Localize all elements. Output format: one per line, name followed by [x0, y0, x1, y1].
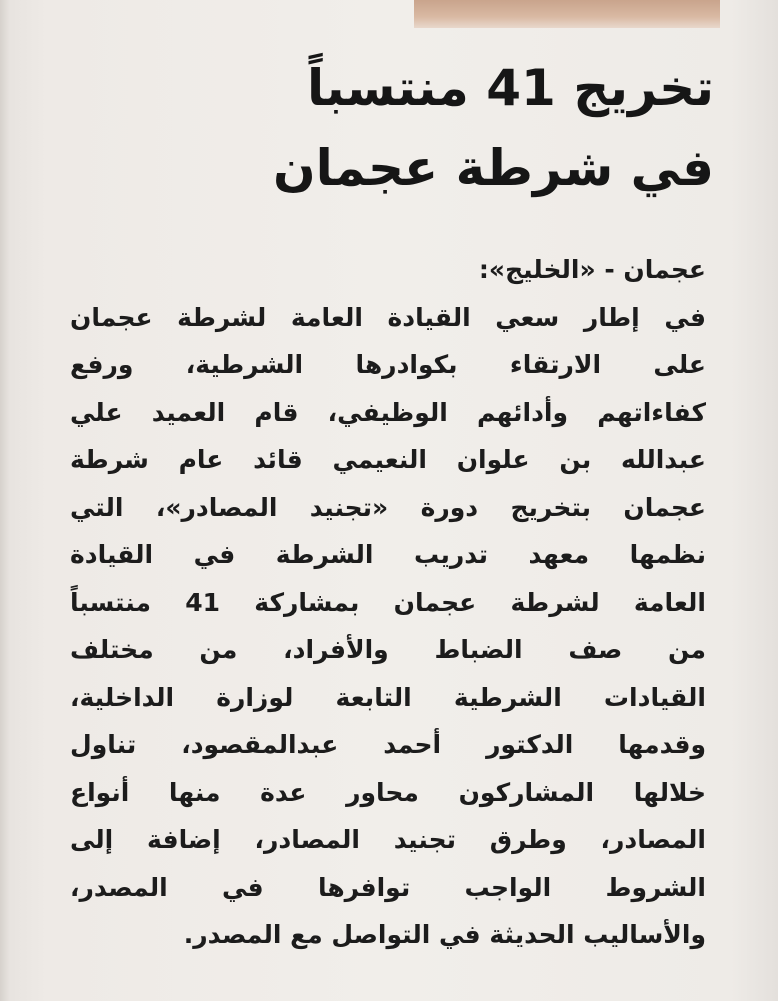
body-line: والأساليب الحديثة في التواصل مع المصدر.: [183, 920, 706, 949]
body-line: الشروط الواجب توافرها في المصدر،: [70, 872, 706, 902]
body-line: القيادات الشرطية التابعة لوزارة الداخلية،: [70, 682, 706, 712]
body-line: خلالها المشاركون محاور عدة منها أنواع: [70, 777, 706, 807]
body-line: المصادر، وطرق تجنيد المصادر، إضافة إلى: [70, 825, 706, 854]
headline-line-2: في شرطة عجمان: [273, 139, 714, 197]
body-line: في إطار سعي القيادة العامة لشرطة عجمان: [70, 302, 706, 332]
body-line: على الارتقاء بكوادرها الشرطية، ورفع: [70, 350, 706, 379]
body-line: عبدالله بن علوان النعيمي قائد عام شرطة: [70, 445, 706, 474]
article-body: [70, 246, 706, 959]
top-color-bar: [414, 0, 720, 28]
body-line: نظمها معهد تدريب الشرطة في القيادة: [70, 540, 706, 569]
body-line: كفاءاتهم وأدائهم الوظيفي، قام العميد علي: [70, 397, 706, 427]
body-line: من صف الضباط والأفراد، من مختلف: [70, 635, 706, 664]
body-line: العامة لشرطة عجمان بمشاركة 41 منتسباً: [70, 587, 706, 617]
headline-line-1: تخريج 41 منتسباً: [307, 59, 714, 117]
body-line: عجمان بتخريج دورة «تجنيد المصادر»، التي: [70, 492, 706, 522]
dateline: عجمان - «الخليج»:: [478, 255, 706, 284]
paper-edge-shadow: [0, 0, 10, 1001]
body-line: وقدمها الدكتور أحمد عبدالمقصود، تناول: [70, 730, 706, 759]
